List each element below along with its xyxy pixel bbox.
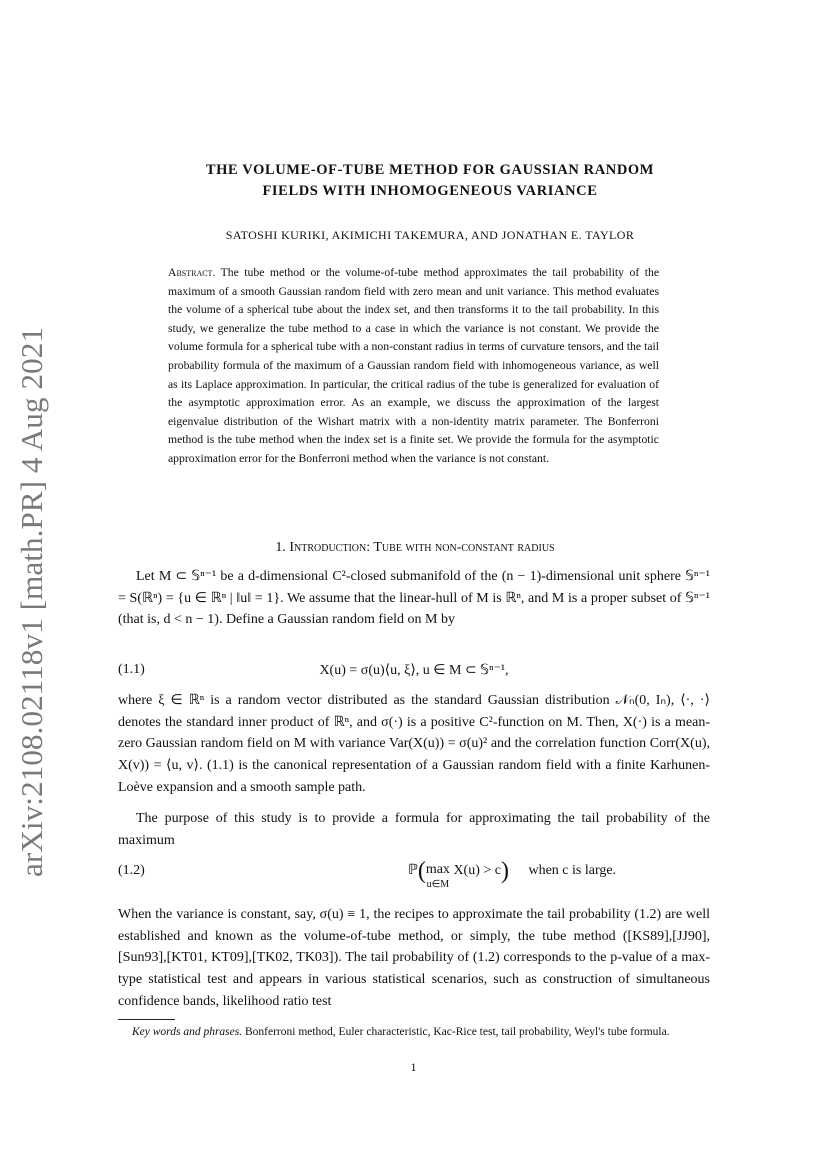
page-number: 1 [410, 1060, 417, 1074]
equation-number: (1.2) [118, 863, 145, 878]
equation-body: ℙ(max u∈M X(u) > c) when c is large. [408, 858, 617, 890]
equation-1-2 [118, 858, 710, 894]
paragraph-purpose: The purpose of this study is to provide a formula for approximating the tail probability of the maximum [118, 811, 710, 848]
author-list: SATOSHI KURIKI, AKIMICHI TAKEMURA, AND JONATHAN E. TAYLOR [225, 228, 635, 242]
equation-1-1 [118, 658, 710, 688]
max-operator: max [425, 862, 450, 877]
section-number: 1. [275, 540, 286, 555]
equation-inner: X(u) > c [453, 863, 501, 878]
abstract [168, 264, 659, 469]
paragraph-constant-variance: When the variance is constant, say, σ(u) ≡ 1, the recipes to approximate the tail probability (1.2) are well established and known as the volume-of-tube method, or simply, the tube method ([KS89],[JJ90],[Sun93],[KT01, KT09],[TK02, TK03]). The tail probability of (1.2) corresponds to the p-value of a max-type statistical test and appears in various statistical scenarios, such as construction of simultaneous confidence bands, likelihood ratio test [118, 907, 710, 1009]
equation-number: (1.1) [118, 662, 145, 677]
section-heading [120, 540, 710, 556]
paragraph-field-definition: where ξ ∈ ℝⁿ is a random vector distributed as the standard Gaussian distribution 𝒩ₙ(0, Iₙ), ⟨·, ·⟩ denotes the standard inner product of ℝⁿ, and σ(·) is a positive C²-function on M. Then, X(·) is a mean-zero Gaussian random field on M with variance Var(X(u)) = σ(u)² and the correlation function Corr(X(u), X(v)) = ⟨u, v⟩. (1.1) is the canonical representation of a Gaussian random field with a finite Karhunen-Loève expansion and a smooth sample path. [118, 693, 710, 795]
footnote-label: Key words and phrases. [132, 1026, 243, 1038]
equation-body: X(u) = σ(u)⟨u, ξ⟩, u ∈ M ⊂ 𝕊ⁿ⁻¹, [319, 663, 509, 678]
equation-condition: when c is large. [528, 863, 617, 878]
title-line-2: FIELDS WITH INHOMOGENEOUS VARIANCE [262, 183, 598, 199]
arxiv-identifier-stamp [4, 322, 54, 882]
footnote-text: Bonferroni method, Euler characteristic, Kac-Rice test, tail probability, Weyl's tube formula. [244, 1026, 670, 1038]
abstract-label: Abstract. [168, 266, 216, 279]
abstract-text: The tube method or the volume-of-tube method approximates the tail probability of the maximum of a smooth Gaussian random field with zero mean and unit variance. This method evaluates the volume of a spherical tube about the index set, and then transforms it to the tail probability. In this study, we generalize the tube method to a case in which the variance is not constant. We provide the volume formula for a spherical tube with a non-constant radius in terms of curvature tensors, and the tail probability formula of the maximum of a Gaussian random field with inhomogeneous variance, as well as its Laplace approximation. In particular, the critical radius of the tube is generalized for evaluation of the asymptotic approximation error. As an example, we discuss the approximation of the largest eigenvalue distribution of the Wishart matrix with a non-identity matrix parameter. The Bonferroni method is the tube method when the index set is a finite set. We provide the formula for the asymptotic approximation error for the Bonferroni method when the variance is not constant. [168, 266, 660, 465]
footnote-rule [118, 1019, 175, 1020]
section-title: Introduction: Tube with non-constant radius [289, 540, 555, 555]
footnote [118, 1024, 710, 1042]
paper-title [120, 160, 740, 202]
max-subscript: u∈M [426, 879, 450, 890]
probability-symbol: ℙ [408, 863, 418, 878]
title-line-1: THE VOLUME-OF-TUBE METHOD FOR GAUSSIAN RANDOM [205, 162, 655, 178]
paragraph-intro: Let M ⊂ 𝕊ⁿ⁻¹ be a d-dimensional C²-closed submanifold of the (n − 1)-dimensional unit sphere 𝕊ⁿ⁻¹ = S(ℝⁿ) = {u ∈ ℝⁿ | ‖u‖ = 1}. We assume that the linear-hull of M is ℝⁿ, and M is a proper subset of 𝕊ⁿ⁻¹ (that is, d < n − 1). Define a Gaussian random field on M by [118, 569, 710, 628]
arxiv-stamp-text: arXiv:2108.02118v1 [math.PR] 4 Aug 2021 [14, 332, 49, 877]
